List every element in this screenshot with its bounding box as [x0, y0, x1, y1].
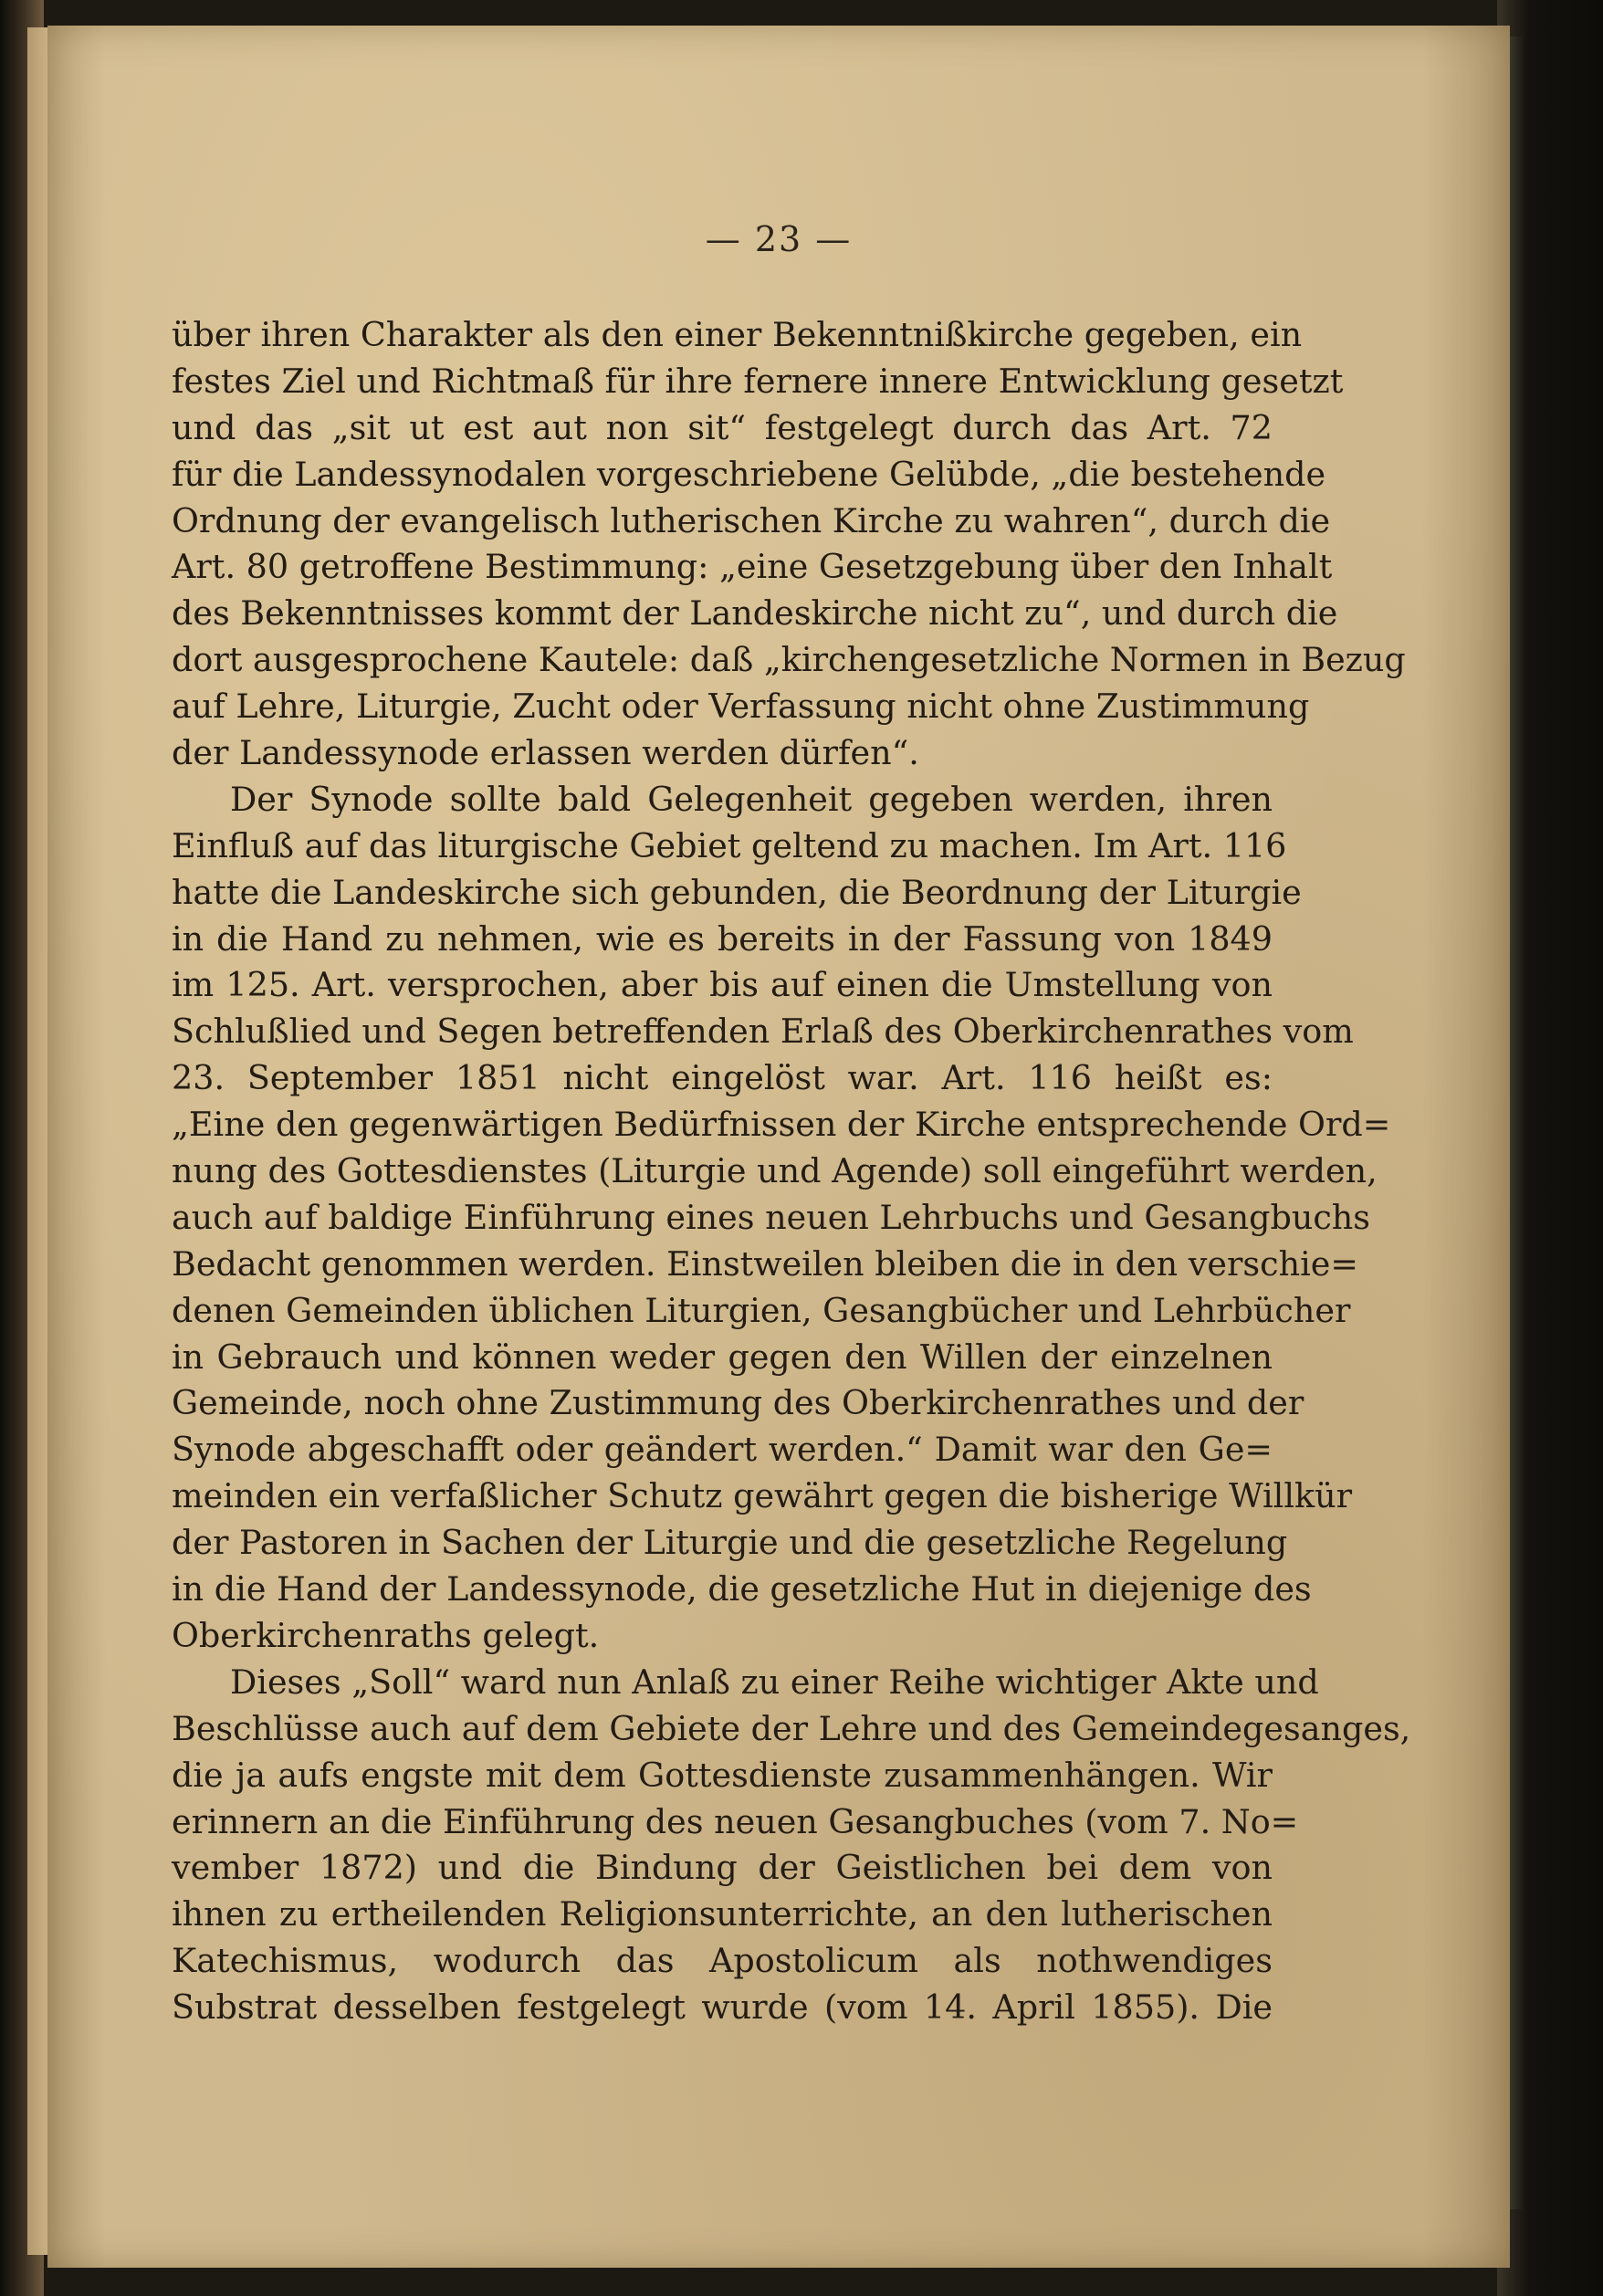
text-line: auch auf baldige Einführung eines neuen Lehrbuchs und Gesangbuchs	[172, 1197, 1371, 1237]
text-line: die ja aufs engste mit dem Gottesdienste zusammenhängen. Wir	[172, 1755, 1273, 1795]
previous-page-edge	[27, 27, 49, 2255]
text-line: Einfluß auf das liturgische Gebiet geltend zu machen. Im Art. 116	[172, 825, 1287, 865]
text-line: hatte die Landeskirche sich gebunden, die Beordnung der Liturgie	[172, 872, 1302, 912]
text-line: der Pastoren in Sachen der Liturgie und die gesetzliche Regelung	[172, 1523, 1288, 1563]
text-line: Schlußlied und Segen betreffenden Erlaß des Oberkirchenrathes vom	[172, 1012, 1354, 1052]
text-line: vember 1872) und die Bindung der Geistlichen bei dem von	[172, 1848, 1273, 1888]
page-number: — 23 —	[705, 219, 853, 259]
text-line: Ordnung der evangelisch lutherischen Kirche zu wahren“, durch die	[172, 500, 1331, 540]
text-line: Bedacht genommen werden. Einstweilen bleiben die in den verschie=	[172, 1243, 1358, 1284]
text-line: Dieses „Soll“ ward nun Anlaß zu einer Reihe wichtiger Akte und	[230, 1662, 1319, 1702]
text-line: Synode abgeschafft oder geändert werden.“ Damit war den Ge=	[172, 1430, 1273, 1470]
text-line: in die Hand der Landessynode, die gesetzliche Hut in diejenige des	[172, 1569, 1312, 1609]
text-line: 23. September 1851 nicht eingelöst war. Art. 116 heißt es:	[172, 1058, 1273, 1098]
text-line: „Eine den gegenwärtigen Bedürfnissen der Kirche entsprechende Ord=	[172, 1105, 1391, 1145]
text-line: im 125. Art. versprochen, aber bis auf einen die Umstellung von	[172, 965, 1273, 1005]
text-line: meinden ein verfaßlicher Schutz gewährt gegen die bisherige Willkür	[172, 1476, 1353, 1516]
body-text	[172, 312, 1411, 2031]
book-page	[47, 26, 1510, 2268]
text-line: ihnen zu ertheilenden Religionsunterrichte, an den lutherischen	[172, 1894, 1273, 1934]
text-line: und das „sit ut est aut non sit“ festgelegt durch das Art. 72	[172, 407, 1273, 447]
text-line: der Landessynode erlassen werden dürfen“.	[172, 733, 919, 773]
text-line: in Gebrauch und können weder gegen den Willen der einzelnen	[172, 1337, 1273, 1377]
text-line: in die Hand zu nehmen, wie es bereits in der Fassung von 1849	[172, 918, 1273, 959]
text-line: nung des Gottesdienstes (Liturgie und Agende) soll eingeführt werden,	[172, 1151, 1378, 1191]
text-line: Oberkirchenraths gelegt.	[172, 1615, 600, 1655]
text-line: denen Gemeinden üblichen Liturgien, Gesangbücher und Lehrbücher	[172, 1290, 1351, 1330]
text-line: festes Ziel und Richtmaß für ihre fernere innere Entwicklung gesetzt	[172, 361, 1344, 401]
text-line: Beschlüsse auch auf dem Gebiete der Lehre und des Gemeindegesanges,	[172, 1708, 1411, 1748]
text-line: Der Synode sollte bald Gelegenheit gegeben werden, ihren	[230, 779, 1273, 819]
text-line: des Bekenntnisses kommt der Landeskirche nicht zu“, und durch die	[172, 593, 1338, 634]
text-line: Substrat desselben festgelegt wurde (vom 14. April 1855). Die	[172, 1987, 1273, 2028]
text-line: Katechismus, wodurch das Apostolicum als nothwendiges	[172, 1941, 1273, 1981]
text-line: erinnern an die Einführung des neuen Gesangbuches (vom 7. No=	[172, 1801, 1299, 1841]
text-line: über ihren Charakter als den einer Bekenntnißkirche gegeben, ein	[172, 315, 1303, 354]
text-line: für die Landessynodalen vorgeschriebene Gelübde, „die bestehende	[172, 454, 1326, 494]
text-line: dort ausgesprochene Kautele: daß „kirchengesetzliche Normen in Bezug	[172, 640, 1406, 680]
text-line: Gemeinde, noch ohne Zustimmung des Oberkirchenrathes und der	[172, 1383, 1304, 1423]
text-line: Art. 80 getroffene Bestimmung: „eine Gesetzgebung über den Inhalt	[172, 547, 1333, 587]
text-line: auf Lehre, Liturgie, Zucht oder Verfassung nicht ohne Zustimmung	[172, 687, 1310, 727]
